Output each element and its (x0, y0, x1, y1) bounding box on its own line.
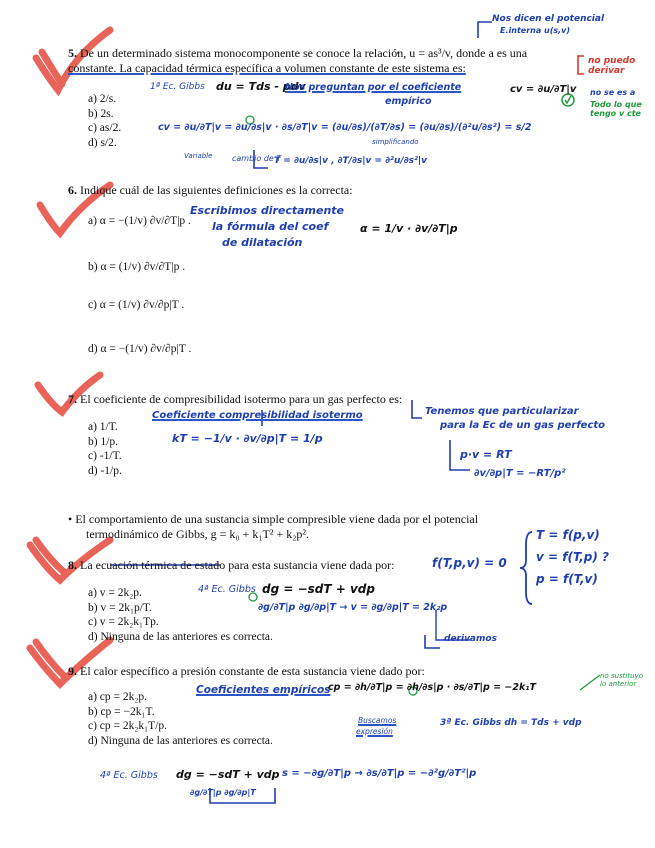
note-f-tpv: f(T,p,v) = 0 (432, 556, 507, 570)
option-c[interactable]: c) as/2. (88, 122, 122, 134)
note-ec-gibbs-3: 3ª Ec. Gibbs dh = Tds + vdp (440, 718, 582, 728)
option-a[interactable]: a) v = 2k₂p. (88, 587, 142, 599)
question-text: La ecuación térmica de estado para esta sustancia viene dada por: (80, 558, 395, 572)
option-d[interactable]: d) Ninguna de las anteriores es correcta. (88, 734, 273, 747)
option-d[interactable]: d) -1/p. (88, 464, 122, 477)
option-d[interactable]: d) s/2. (88, 136, 117, 149)
option-b[interactable]: b) v = 2k₁p/T. (88, 601, 152, 614)
question-6 (68, 183, 608, 198)
question-number: 5. (68, 46, 77, 60)
note-coef-compres: Coeficiente compresibilidad isotermo (152, 410, 363, 421)
question-7 (68, 392, 608, 407)
option-c[interactable]: c) -1/T. (88, 450, 122, 462)
question-number: 9. (68, 664, 77, 678)
option-b[interactable]: b) α = (1/v) ∂v/∂T|p . (88, 261, 186, 273)
option-a[interactable]: a) α = −(1/v) ∂v/∂T|p . (88, 215, 191, 227)
options-q9 (88, 690, 273, 748)
option-b[interactable]: b) 1/p. (88, 435, 119, 448)
option-b[interactable]: b) 2s. (88, 107, 114, 120)
note-v-f: v = f(T,p) ? (536, 550, 609, 564)
note-no-ses: no se es a (590, 88, 636, 97)
option-c[interactable]: c) α = (1/v) ∂v/∂p|T . (88, 299, 185, 311)
option-c[interactable]: c) v = 2k₂k₁Tp. (88, 616, 159, 628)
note-p-f: p = f(T,v) (536, 572, 598, 586)
option-d[interactable]: d) α = −(1/v) ∂v/∂p|T . (88, 343, 192, 355)
note-cp-chain: cp = ∂h/∂T|p = ∂h/∂s|p · ∂s/∂T|p = −2k₁T (328, 682, 536, 693)
question-number: 8. (68, 558, 77, 572)
note-cv-chain: cv = ∂u/∂T|v = ∂u/∂s|v · ∂s/∂T|v = (∂u/∂s)/(∂T/∂s) = (∂u/∂s)/(∂²u/∂s²) = s/2 (158, 122, 532, 133)
option-a[interactable]: a) 2/s. (88, 93, 117, 105)
note-gas-perfecto: para la Ec de un gas perfecto (440, 420, 606, 431)
bullet-dot: • (68, 512, 73, 526)
note-no-sustituyo: no sustituyo lo anterior (600, 672, 643, 688)
note-deriv-v: ∂v/∂p|T = −RT/p² (474, 468, 566, 479)
note-ec-gibbs-4: 4ª Ec. Gibbs (198, 584, 256, 595)
question-text: El calor específico a presión constante de esta sustancia viene dado por: (80, 664, 425, 678)
note-potential-2: E.interna u(s,v) (500, 26, 571, 35)
note-partials-v: ∂g/∂T|p ∂g/∂p|T → v = ∂g/∂p|T = 2k₂p (258, 602, 448, 613)
note-no-puedo: no puedo derivar (588, 56, 636, 76)
note-s-def: s = −∂g/∂T|p → ∂s/∂T|p = −∂²g/∂T²|p (282, 768, 477, 779)
option-d[interactable]: d) Ninguna de las anteriores es correcta. (88, 630, 273, 643)
question-number: 6. (68, 183, 77, 197)
options-q7 (88, 420, 122, 478)
note-buscamos: Buscamos (358, 716, 397, 725)
question-number: 7. (68, 392, 77, 406)
question-5 (68, 46, 608, 76)
note-expresion: expresión (356, 727, 393, 736)
note-potential-1: Nos dicen el potencial (492, 14, 605, 24)
note-T-def: T = ∂u/∂s|v , ∂T/∂s|v = ∂²u/∂s²|v (274, 156, 428, 166)
note-nos-preguntan: Nos preguntan por el coeficiente (285, 82, 462, 93)
question-text: Indique cuál de las siguientes definiciones es la correcta: (80, 183, 353, 197)
note-ec-gibbs-4b: 4ª Ec. Gibbs (100, 770, 158, 781)
note-cv-def: cv = ∂u/∂T|v (510, 84, 577, 95)
note-particularizar: Tenemos que particularizar (425, 406, 579, 417)
question-text: El coeficiente de compresibilidad isotermo para un gas perfecto es: (80, 392, 403, 406)
question-text: constante. La capacidad térmica específica a volumen constante de este sistema es: (68, 61, 466, 75)
option-a[interactable]: a) 1/T. (88, 421, 118, 433)
note-partials-small: ∂g/∂T|p ∂g/∂p|T (190, 788, 256, 797)
note-coef-empiricos: Coeficientes empíricos (196, 684, 331, 696)
question-text: De un determinado sistema monocomponente se conoce la relación, u = as³/v, donde a es una (80, 46, 528, 60)
options-q5 (88, 92, 121, 150)
note-cambio: cambio de T (232, 154, 282, 163)
question-8 (68, 558, 448, 573)
note-dg-2: dg = −sdT + vdp (176, 768, 280, 781)
bullet-text-2: termodinámico de Gibbs, g = k₀ + k₁T² + k₂p². (86, 527, 310, 541)
note-derivamos: derivamos (444, 634, 497, 644)
note-empirico: empírico (385, 96, 432, 107)
note-green-todo: Todo lo que tengo v cte (590, 100, 642, 118)
note-variable: Variable (184, 152, 213, 160)
bullet-paragraph (68, 512, 568, 542)
note-alpha: α = 1/v · ∂v/∂T|p (360, 222, 458, 235)
note-kT: kT = −1/v · ∂v/∂p|T = 1/p (172, 432, 323, 445)
option-b[interactable]: b) cp = −2k₁T. (88, 705, 155, 718)
note-simplificando: simplificando (372, 138, 419, 146)
note-du: du = Tds - pdv (216, 80, 306, 93)
note-T-f: T = f(p,v) (536, 528, 600, 542)
bullet-text-1: El comportamiento de una sustancia simple compresible viene dada por el potencial (75, 512, 479, 526)
note-pv-rt: p·v = RT (460, 448, 512, 461)
note-ec-gibbs-1: 1ª Ec. Gibbs (150, 82, 205, 92)
option-c[interactable]: c) cp = 2k₂k₁T/p. (88, 720, 168, 732)
note-formula: la fórmula del coef (212, 220, 329, 233)
question-9 (68, 664, 608, 679)
option-a[interactable]: a) cp = 2k₂p. (88, 691, 148, 703)
note-dg: dg = −sdT + vdp (262, 582, 375, 596)
note-dilatacion: de dilatación (222, 236, 303, 249)
note-escribimos: Escribimos directamente (190, 204, 345, 217)
